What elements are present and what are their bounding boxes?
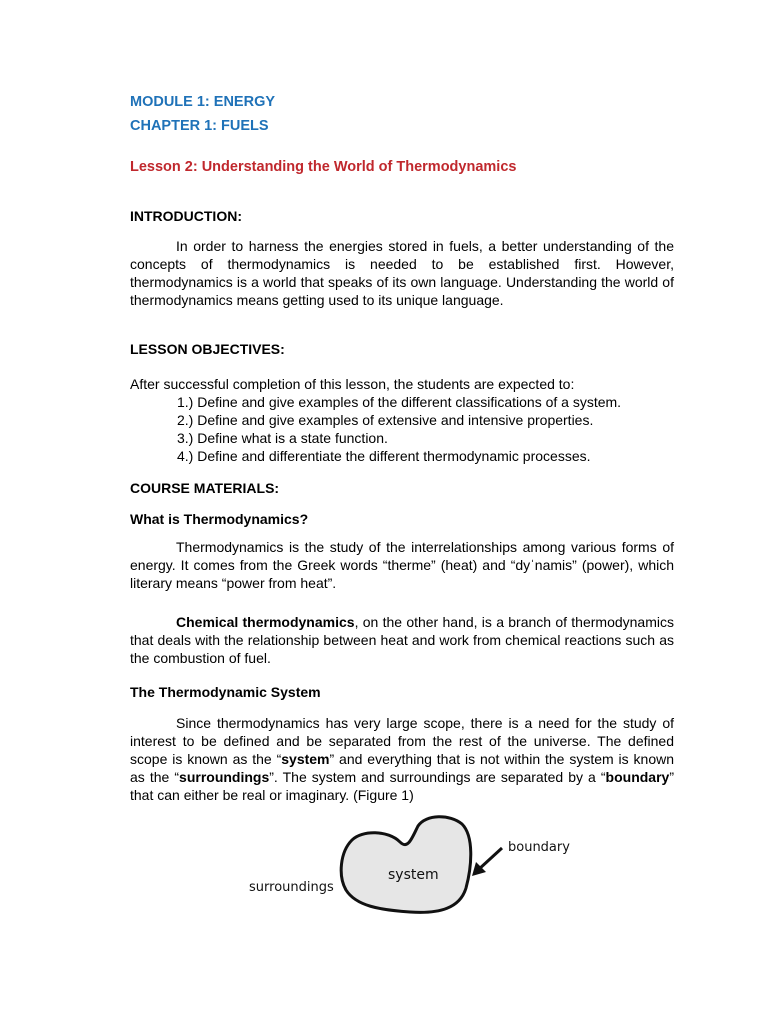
objectives-intro: After successful completion of this lesson, the students are expected to: <box>130 376 575 392</box>
system-text-3: ”. The system and surroundings are separated by a “ <box>269 769 606 785</box>
system-blob-shape <box>341 817 471 913</box>
figure-system-label: system <box>388 867 439 883</box>
chemical-thermodynamics-text: , on the other hand, is a branch of thermodynamics that deals with the relationship between heat and work from chemical reactions such as the combustion of fuel. <box>130 614 674 666</box>
thermodynamic-system-heading: The Thermodynamic System <box>130 684 321 700</box>
definition-paragraph: Thermodynamics is the study of the interrelationships among various forms of energy. It comes from the Greek words “therme” (heat) and “dyˈnamis” (power), which literary means “power from heat”. <box>130 539 674 591</box>
system-text-1: Since thermodynamics has very large scope, there is a need for the study of interest to be defined and be separated from the rest of the universe. The defined scope is known as the “ <box>130 715 674 767</box>
boundary-term: boundary <box>605 769 670 785</box>
system-term: system <box>281 751 330 767</box>
objectives-list <box>177 393 697 465</box>
module-title: MODULE 1: ENERGY <box>130 94 276 110</box>
system-paragraph <box>130 714 674 804</box>
system-text-4: ” that can either be real or imaginary. (Figure 1) <box>130 769 674 803</box>
chemical-thermodynamics-term: Chemical thermodynamics <box>176 614 355 630</box>
chemical-thermodynamics-paragraph <box>130 613 674 667</box>
lesson-title: Lesson 2: Understanding the World of Thermodynamics <box>130 159 517 175</box>
course-materials-heading: COURSE MATERIALS: <box>130 480 280 496</box>
objective-item: 4.) Define and differentiate the different thermodynamic processes. <box>177 448 591 464</box>
objective-item: 2.) Define and give examples of extensive and intensive properties. <box>177 412 594 428</box>
what-is-thermodynamics-heading: What is Thermodynamics? <box>130 511 309 527</box>
objective-item: 3.) Define what is a state function. <box>177 430 388 446</box>
system-boundary-svg <box>240 810 580 920</box>
objectives-heading: LESSON OBJECTIVES: <box>130 341 285 357</box>
chapter-title: CHAPTER 1: FUELS <box>130 118 269 134</box>
surroundings-term: surroundings <box>179 769 270 785</box>
figure-surroundings-label: surroundings <box>249 880 334 895</box>
introduction-heading: INTRODUCTION: <box>130 208 242 224</box>
objective-item: 1.) Define and give examples of the different classifications of a system. <box>177 394 622 410</box>
system-text-2: ” and everything that is not within the system is known as the “ <box>130 751 675 785</box>
figure-boundary-label: boundary <box>508 840 570 855</box>
introduction-paragraph: In order to harness the energies stored in fuels, a better understanding of the concepts of thermodynamics is needed to be established first. However, thermodynamics is a world that speaks of its own language. Understanding the world of thermodynamics means getting used to its unique language. <box>130 238 674 308</box>
boundary-arrow-line <box>478 848 502 870</box>
figure-1-system-diagram <box>240 810 580 920</box>
